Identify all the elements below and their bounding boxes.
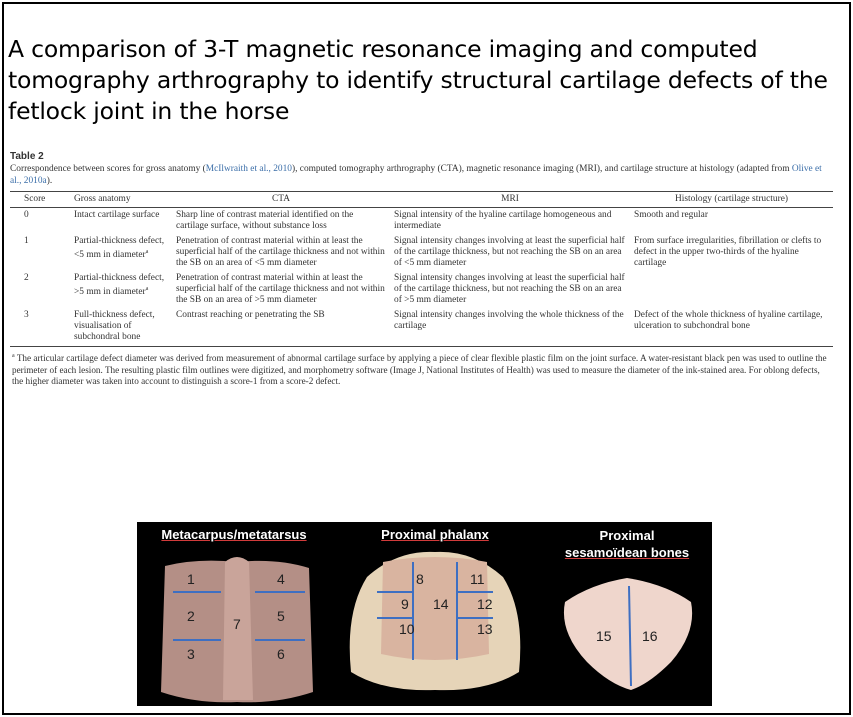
paper-title: A comparison of 3-T magnetic resonance imaging and computed tomography arthrography to identify structural cartilage defects of the fetlock joint in the horse xyxy=(8,35,828,125)
footnote-marker: a xyxy=(12,353,15,359)
table-caption xyxy=(10,163,833,187)
zone-number: 13 xyxy=(477,621,493,637)
cell-gross: Full-thickness defect, visualisation of subchondral bone xyxy=(70,308,172,347)
table-row xyxy=(10,271,833,308)
gross-text: Partial-thickness defect, >5 mm in diameter xyxy=(74,273,165,298)
table-row xyxy=(10,234,833,271)
zone-number: 9 xyxy=(401,596,409,612)
zone-number: 11 xyxy=(470,571,485,587)
table-block xyxy=(10,151,833,388)
header-mri: MRI xyxy=(390,192,630,208)
cell-score: 0 xyxy=(24,210,29,220)
header-score: Score xyxy=(10,192,70,208)
sesamoid-image xyxy=(547,522,712,706)
cell-mri: Signal intensity changes involving at least the superficial half of the cartilage thickness, but not reaching the SB on an area of <5 mm diameter xyxy=(394,236,625,268)
zone-number: 14 xyxy=(433,596,449,612)
cell-mri: Signal intensity changes involving the whole thickness of the cartilage xyxy=(390,308,630,347)
zone-number: 15 xyxy=(596,628,612,644)
cell-histology: Defect of the whole thickness of hyaline cartilage, ulceration to subchondral bone xyxy=(630,308,833,347)
zone-number: 3 xyxy=(187,646,195,662)
header-histology: Histology (cartilage structure) xyxy=(630,192,833,208)
cell-mri: Signal intensity changes involving at least the superficial half of the cartilage thickness, but not reaching the SB on an area of >5 mm diameter xyxy=(394,273,625,305)
cell-gross xyxy=(70,271,172,308)
caption-reference-link[interactable]: McIlwraith et al., 2010 xyxy=(205,164,292,174)
table-footnote xyxy=(10,351,833,388)
zone-number: 2 xyxy=(187,608,195,624)
table-row xyxy=(10,208,833,235)
zone-number: 6 xyxy=(277,646,285,662)
metacarpus-image xyxy=(137,522,337,706)
gross-text: Partial-thickness defect, <5 mm in diameter xyxy=(74,236,165,261)
cell-gross xyxy=(70,234,172,271)
cell-histology: From surface irregularities, fibrillation or clefts to defect in the upper two-thirds of the hyaline cartilage xyxy=(634,236,822,268)
zone-number: 5 xyxy=(277,608,285,624)
zone-number: 16 xyxy=(642,628,658,644)
caption-text: Correspondence between scores for gross anatomy ( xyxy=(10,164,206,174)
zone-number: 4 xyxy=(277,571,285,587)
sesamoid-surface xyxy=(564,578,692,690)
cell-mri: Signal intensity of the hyaline cartilage homogeneous and intermediate xyxy=(394,210,612,231)
cell-cta: Contrast reaching or penetrating the SB xyxy=(172,308,390,347)
footnote-marker: a xyxy=(145,286,149,292)
caption-reference-link[interactable]: Olive et al., 2010a xyxy=(10,164,822,186)
zone-number: 8 xyxy=(416,571,424,587)
footnote-marker: a xyxy=(145,249,149,255)
cell-gross: Intact cartilage surface xyxy=(74,210,160,220)
cell-score: 3 xyxy=(10,308,70,347)
cell-histology xyxy=(630,271,833,308)
header-gross-anatomy: Gross anatomy xyxy=(70,192,172,208)
scores-table xyxy=(10,191,833,347)
cell-cta: Sharp line of contrast material identified on the cartilage surface, without substance loss xyxy=(176,210,354,231)
panel-label-text: sesamoïdean bones xyxy=(564,545,690,560)
panel-label-text: Metacarpus/metatarsus xyxy=(161,527,307,542)
cell-score: 1 xyxy=(24,236,29,246)
caption-text: ), computed tomography arthrography (CTA), magnetic resonance imaging (MRI), and cartilage structure at histology (adapted from xyxy=(291,164,792,174)
table-header-row xyxy=(10,192,833,208)
zone-number: 1 xyxy=(187,571,195,587)
cell-cta: Penetration of contrast material within at least the superficial half of the cartilage thickness and not within the SB on an area of >5 mm diameter xyxy=(176,273,385,305)
cell-score: 2 xyxy=(24,273,29,283)
panel-label-text: Proximal phalanx xyxy=(381,527,489,542)
phalanx-image xyxy=(337,522,533,706)
joint-zones-figure xyxy=(137,522,712,706)
header-cta: CTA xyxy=(172,192,390,208)
table-label: Table 2 xyxy=(10,151,44,162)
zone-number: 7 xyxy=(233,616,241,632)
table-row xyxy=(10,308,833,347)
zone-number: 12 xyxy=(477,596,493,612)
cell-histology: Smooth and regular xyxy=(634,210,708,220)
cell-cta: Penetration of contrast material within at least the superficial half of the cartilage thickness and not within the SB on an area of <5 mm diameter xyxy=(176,236,385,268)
panel-label-text: Proximal xyxy=(599,528,655,543)
zone-number: 10 xyxy=(399,621,415,637)
caption-text: ). xyxy=(46,176,53,186)
footnote-text: The articular cartilage defect diameter was derived from measurement of abnormal cartilage surface by applying a piece of clear flexible plastic film on the joint surface. A water-resistant black pen was used to outline the perimeter of each lesion. The resulting plastic film outlines were digitized, and morphometry software (Image J, National Institutes of Health) was used to measure the diameter of the ink-stained area. For oblong defects, the higher diameter was taken into account to distinguish a score-1 from a score-2 defect. xyxy=(12,353,827,387)
